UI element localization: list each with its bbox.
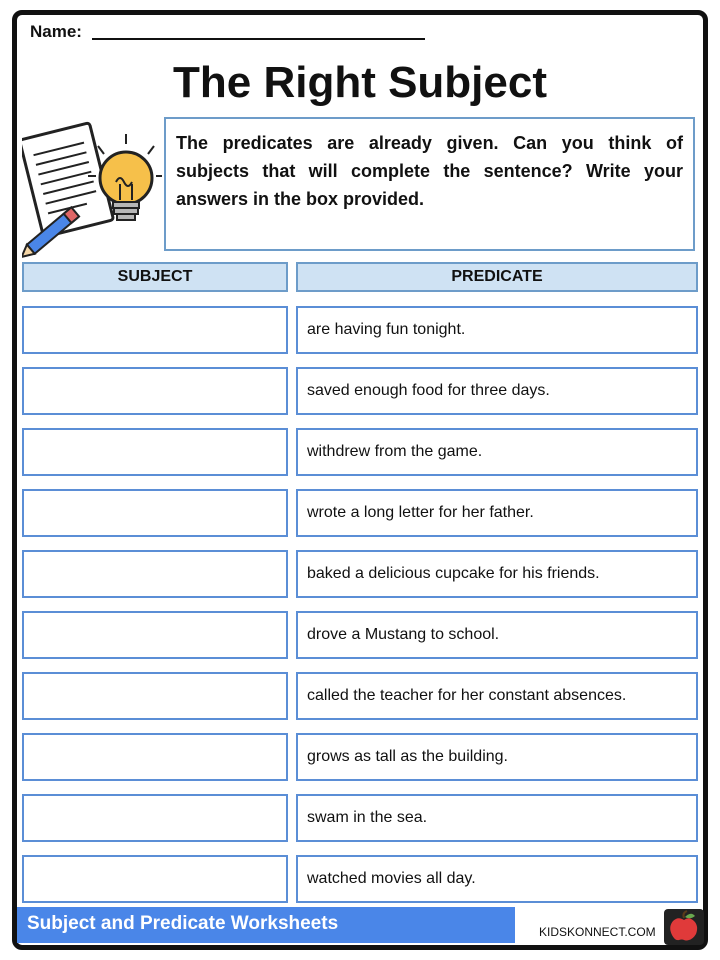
predicate-cell: swam in the sea. [296, 794, 698, 842]
predicate-cell: grows as tall as the building. [296, 733, 698, 781]
paper-pencil-lightbulb-icon [22, 116, 162, 262]
brand-label: KIDSKONNECT.COM [539, 925, 656, 939]
apple-icon [664, 909, 704, 945]
page-title: The Right Subject [173, 58, 547, 107]
predicate-cell: called the teacher for her constant absences. [296, 672, 698, 720]
name-label: Name: [30, 22, 82, 41]
subject-answer-box[interactable] [22, 672, 288, 720]
predicate-cell: drove a Mustang to school. [296, 611, 698, 659]
subject-answer-box[interactable] [22, 855, 288, 903]
subject-answer-box[interactable] [22, 489, 288, 537]
subject-answer-box[interactable] [22, 794, 288, 842]
footer-bar [17, 907, 515, 943]
subject-header: SUBJECT [22, 262, 288, 292]
predicate-cell: baked a delicious cupcake for his friends. [296, 550, 698, 598]
predicate-cell: saved enough food for three days. [296, 367, 698, 415]
subject-answer-box[interactable] [22, 550, 288, 598]
subject-answer-box[interactable] [22, 306, 288, 354]
predicate-cell: watched movies all day. [296, 855, 698, 903]
footer-title: Subject and Predicate Worksheets [27, 913, 339, 934]
subject-answer-box[interactable] [22, 367, 288, 415]
logo-box [664, 909, 704, 945]
predicate-header: PREDICATE [296, 262, 698, 292]
instructions-box [164, 117, 695, 251]
predicate-cell: wrote a long letter for her father. [296, 489, 698, 537]
subject-answer-box[interactable] [22, 611, 288, 659]
predicate-cell: are having fun tonight. [296, 306, 698, 354]
instructions-text: The predicates are already given. Can you think of subjects that will complete the sentence? Write your answers in the box provided. [176, 133, 683, 209]
predicate-cell: withdrew from the game. [296, 428, 698, 476]
subject-answer-box[interactable] [22, 428, 288, 476]
subject-answer-box[interactable] [22, 733, 288, 781]
name-line[interactable] [92, 38, 425, 40]
